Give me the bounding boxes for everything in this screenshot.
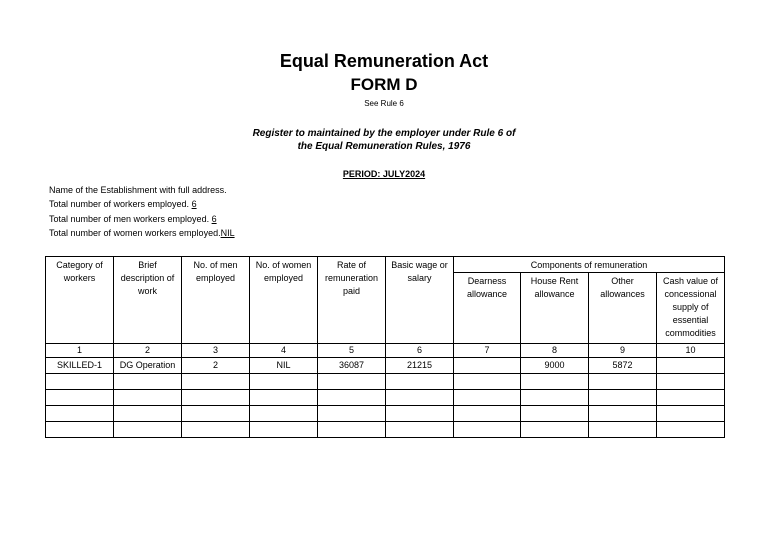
table-cell: 9000 bbox=[521, 358, 589, 374]
table-cell bbox=[46, 374, 114, 390]
table-cell bbox=[521, 390, 589, 406]
table-cell bbox=[386, 406, 454, 422]
table-cell: 2 bbox=[182, 358, 250, 374]
table-cell bbox=[521, 422, 589, 438]
column-number: 1 bbox=[46, 344, 114, 358]
establishment-label: Name of the Establishment with full address. bbox=[49, 185, 227, 195]
table-cell bbox=[182, 422, 250, 438]
table-cell: NIL bbox=[250, 358, 318, 374]
table-cell bbox=[521, 406, 589, 422]
table-cell bbox=[182, 374, 250, 390]
table-cell bbox=[589, 374, 657, 390]
table-cell bbox=[386, 390, 454, 406]
header-description: Brief description of work bbox=[114, 257, 182, 344]
table-cell bbox=[182, 390, 250, 406]
table-cell bbox=[454, 422, 521, 438]
men-workers-value: 6 bbox=[211, 214, 217, 224]
document-title: Equal Remuneration Act bbox=[279, 51, 489, 71]
header-components-group: Components of remuneration bbox=[454, 257, 725, 273]
table-cell bbox=[250, 406, 318, 422]
table-cell bbox=[657, 374, 725, 390]
column-number: 6 bbox=[386, 344, 454, 358]
total-workers-value: 6 bbox=[191, 199, 197, 209]
table-cell bbox=[250, 374, 318, 390]
column-number: 8 bbox=[521, 344, 589, 358]
table-cell: 21215 bbox=[386, 358, 454, 374]
women-workers-label: Total number of women workers employed. bbox=[49, 228, 221, 238]
column-number: 10 bbox=[657, 344, 725, 358]
table-cell bbox=[318, 422, 386, 438]
table-cell bbox=[454, 406, 521, 422]
table-cell bbox=[46, 406, 114, 422]
column-number: 9 bbox=[589, 344, 657, 358]
header-men-employed: No. of men employed bbox=[182, 257, 250, 344]
establishment-line bbox=[49, 184, 227, 196]
header-women-employed: No. of women employed bbox=[250, 257, 318, 344]
women-workers-value: NIL bbox=[220, 228, 235, 238]
table-row bbox=[46, 390, 725, 406]
table-cell bbox=[657, 422, 725, 438]
table-cell bbox=[521, 374, 589, 390]
table-cell bbox=[114, 390, 182, 406]
table-cell: SKILLED-1 bbox=[46, 358, 114, 374]
header-category: Category of workers bbox=[46, 257, 114, 344]
men-workers-line bbox=[49, 213, 217, 225]
table-cell bbox=[589, 390, 657, 406]
table-cell bbox=[386, 422, 454, 438]
table-cell: 5872 bbox=[589, 358, 657, 374]
column-number: 7 bbox=[454, 344, 521, 358]
total-workers-line bbox=[49, 198, 197, 210]
rule-reference: See Rule 6 bbox=[364, 99, 404, 108]
subtitle-line-1: Register to maintained by the employer under Rule 6 of bbox=[252, 128, 516, 139]
total-workers-label: Total number of workers employed. bbox=[49, 199, 190, 209]
header-dearness-allowance: Dearness allowance bbox=[454, 273, 521, 344]
table-cell bbox=[589, 406, 657, 422]
column-number-row bbox=[46, 344, 725, 358]
table-cell bbox=[46, 390, 114, 406]
table-row bbox=[46, 406, 725, 422]
table-cell: 36087 bbox=[318, 358, 386, 374]
table-cell bbox=[250, 422, 318, 438]
header-cash-value: Cash value of concessional supply of essential commodities bbox=[657, 273, 725, 344]
table-row bbox=[46, 422, 725, 438]
subtitle-line-2: the Equal Remuneration Rules, 1976 bbox=[297, 141, 471, 152]
table-cell bbox=[454, 374, 521, 390]
header-basic-wage: Basic wage or salary bbox=[386, 257, 454, 344]
table-cell bbox=[454, 358, 521, 374]
table-cell bbox=[318, 406, 386, 422]
remuneration-register-table bbox=[45, 256, 725, 438]
table-cell bbox=[114, 422, 182, 438]
table-cell bbox=[182, 406, 250, 422]
table-cell bbox=[318, 374, 386, 390]
table-cell bbox=[657, 358, 725, 374]
women-workers-line bbox=[49, 227, 235, 239]
men-workers-label: Total number of men workers employed. bbox=[49, 214, 210, 224]
column-number: 3 bbox=[182, 344, 250, 358]
header-rate-paid: Rate of remuneration paid bbox=[318, 257, 386, 344]
column-number: 2 bbox=[114, 344, 182, 358]
table-row bbox=[46, 374, 725, 390]
table-cell: DG Operation bbox=[114, 358, 182, 374]
column-number: 4 bbox=[250, 344, 318, 358]
table-cell bbox=[386, 374, 454, 390]
table-row bbox=[46, 358, 725, 374]
header-other-allowances: Other allowances bbox=[589, 273, 657, 344]
table-cell bbox=[589, 422, 657, 438]
table-cell bbox=[657, 390, 725, 406]
form-name: FORM D bbox=[350, 75, 418, 94]
table-cell bbox=[454, 390, 521, 406]
table-cell bbox=[46, 422, 114, 438]
table-cell bbox=[250, 390, 318, 406]
header-house-rent-allowance: House Rent allowance bbox=[521, 273, 589, 344]
table-cell bbox=[114, 406, 182, 422]
table-cell bbox=[318, 390, 386, 406]
table-cell bbox=[114, 374, 182, 390]
table-cell bbox=[657, 406, 725, 422]
period-label: PERIOD: JULY2024 bbox=[342, 169, 426, 179]
column-number: 5 bbox=[318, 344, 386, 358]
